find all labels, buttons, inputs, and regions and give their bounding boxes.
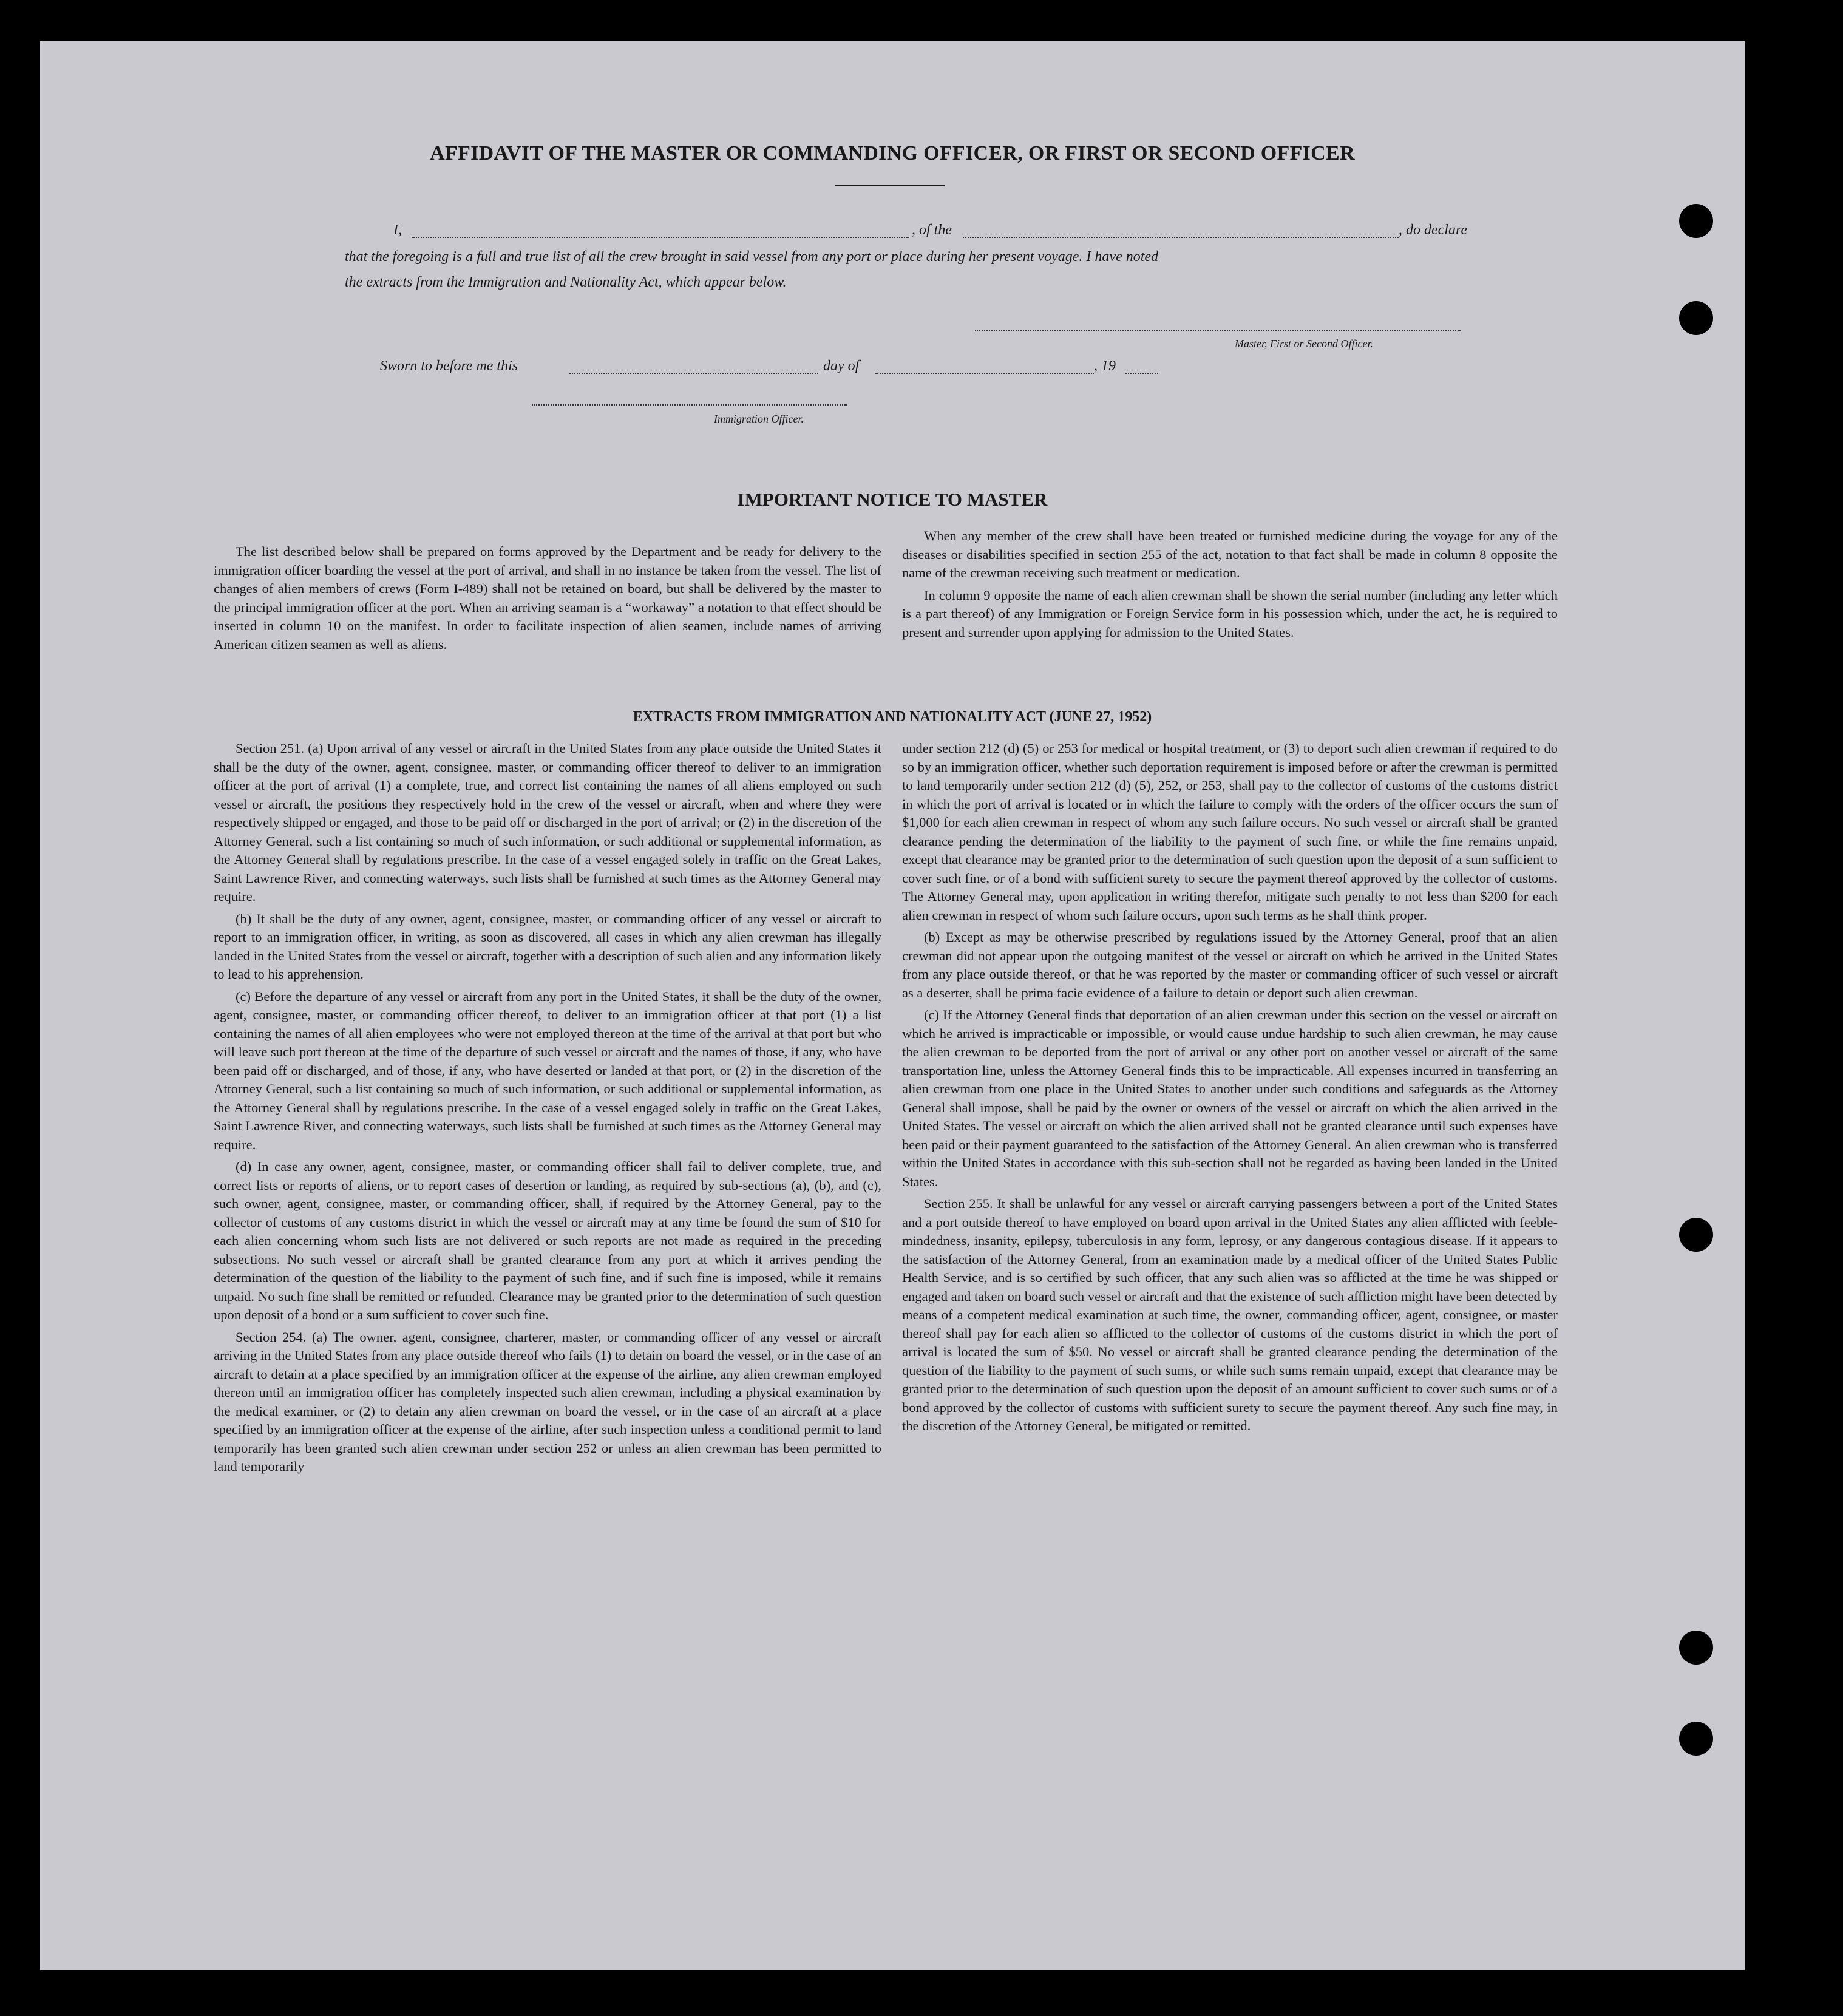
year-label: , 19 (1094, 358, 1116, 374)
affidavit-i: I, (393, 222, 402, 238)
section-254a-continued: under section 212 (d) (5) or 253 for medical or hospital treatment, or (3) to deport such alien crewman if required to do so by an immigration officer, whether such deportation requirement is imposed before or after the crewman is permitted to land temporarily under section 212 (d) (5), 252, or 253, shall pay to the collector of customs of the customs district in which the port of arrival is located or in which the failure to comply with the orders of the officer occurs the sum of $1,000 for each alien crewman in respect of whom any such failure occurs. No such vessel or aircraft shall be granted clearance pending the determination of the liability to the payment of such fine, or while the fine remains unpaid, except that clearance may be granted prior to the determination of such question upon the deposit of a sum sufficient to cover such fine, or of a bond with sufficient surety to secure the payment thereof approved by the collector of customs. The Attorney General may, upon application in writing therefor, mitigate such penalty to not less than $200 for each alien crewman in respect of whom such failure occurs, upon such terms as he shall think proper. (902, 741, 1558, 923)
punch-hole (1679, 1631, 1713, 1665)
sworn-date-blank (569, 373, 818, 374)
master-signature-label: Master, First or Second Officer. (1235, 338, 1373, 350)
section-255: Section 255. It shall be unlawful for any vessel or aircraft carrying passengers between a port of the United States and a port outside thereof to have employed on board upon arrival in the United States any alien afflicted with feeble-mindedness, insanity, epilepsy, tuberculosis in any form, leprosy, or any dangerous contagious disease. If it appears to the satisfaction of the Attorney General, from an examination made by a medical officer of the United States Public Health Service, and is so certified by such officer, that any such alien was so afflicted at the time he was shipped or engaged and taken on board such vessel or aircraft and that the existence of such affliction might have been detected by means of a competent medical examination at such time, the owner, commanding officer, agent, consignee, or master thereof shall pay for each alien so afflicted to the collector of customs of the customs district in which the port of arrival is located the sum of $50. No vessel or aircraft shall be granted clearance pending the determination of the question of the liability to the payment of such sums, or while such sums remain unpaid, except that clearance may be granted prior to the determination of such question upon the deposit of an amount sufficient to cover such sums or of a bond approved by the collector of customs with sufficient surety to secure the payment thereof. Any such fine may, in the discretion of the Attorney General, be mitigated or remitted. (902, 1196, 1558, 1433)
notice-right-paragraph-2: In column 9 opposite the name of each alien crewman shall be shown the serial number (including any letter which is a part thereof) of any Immigration or Foreign Service form in his possession which, under the act, he is required to present and surrender upon applying for admission to the United States. (902, 587, 1558, 640)
section-254a: Section 254. (a) The owner, agent, consignee, charterer, master, or commanding officer of any vessel or aircraft arriving in the United States from any place outside thereof who fails (1) to detain on board the vessel, or in the case of an aircraft to detain at a place specified by an immigration officer at the expense of the airline, any alien crewman employed thereon until an immigration officer has completely inspected such alien crewman, including a physical examination by the medical examiner, or (2) to detain any alien crewman on board the vessel, or in the case of an aircraft at a place specified by an immigration officer at the expense of the airline, after such inspection unless a conditional permit to land temporarily has been granted such alien crewman under section 252 or unless an alien crewman has been permitted to land temporarily (214, 1329, 881, 1474)
notice-left-paragraph: The list described below shall be prepared on forms approved by the Department and be ready for delivery to the immigration officer boarding the vessel at the port of arrival, and shall in no instance be taken from the vessel. The list of changes of alien members of crews (Form I-489) shall not be retained on board, but shall be delivered by the master to the principal immigration officer at the port. When an arriving seaman is a “workaway” a notation to that effect should be inserted in column 10 on the manifest. In order to facilitate inspection of alien seamen, include names of arriving American citizen seamen as well as aliens. (214, 544, 881, 652)
year-blank (1125, 373, 1158, 374)
extracts-heading: EXTRACTS FROM IMMIGRATION AND NATIONALITY ACT (JUNE 27, 1952) (633, 709, 1152, 725)
officer-signature-label: Immigration Officer. (714, 413, 804, 425)
section-251a: Section 251. (a) Upon arrival of any vessel or aircraft in the United States from any place outside the United States it shall be the duty of the owner, agent, consignee, master, or commanding officer thereof to deliver to an immigration officer at the port of arrival (1) a complete, true, and correct list containing the names of all aliens employed on such vessel or aircraft, the positions they respectively hold in the crew of the vessel or aircraft, when and where they were respectively shipped or engaged, and those to be paid off or discharged in the port of arrival; or (2) in the discretion of the Attorney General, such a list containing so much of such information, or such additional or supplemental information, as the Attorney General shall by regulations prescribe. In the case of a vessel engaged solely in traffic on the Great Lakes, Saint Lawrence River, and connecting waterways, such lists shall be furnished at such times as the Attorney General may require. (214, 741, 881, 904)
day-of-label: day of (823, 358, 860, 374)
master-signature-line (975, 330, 1461, 331)
sworn-label: Sworn to before me this (380, 358, 518, 374)
notice-heading: IMPORTANT NOTICE TO MASTER (737, 489, 1048, 510)
vessel-blank (963, 237, 1399, 238)
affidavit-line2: that the foregoing is a full and true list of all the crew brought in said vessel from any port or place during her present voyage. I have noted (345, 249, 1159, 265)
name-blank (412, 237, 909, 238)
affidavit-line3: the extracts from the Immigration and Nationality Act, which appear below. (345, 274, 787, 290)
document-page (40, 41, 1745, 1970)
notice-left-column (214, 543, 881, 657)
affidavit-declare: , do declare (1399, 222, 1468, 238)
notice-right-paragraph-1: When any member of the crew shall have been treated or furnished medicine during the voyage for any of the diseases or disabilities specified in section 255 of the act, notation to that fact shall be made in column 8 opposite the name of the crewman receiving such treatment or medication. (902, 528, 1558, 580)
section-251d: (d) In case any owner, agent, consignee, master, or commanding officer shall fail to deliver complete, true, and correct lists or reports of aliens, or to report cases of desertion or landing, as required by sub-sections (a), (b), and (c), such owner, agent, consignee, master, or commanding officer, shall, if required by the Attorney General, pay to the collector of customs of any customs district in which the vessel or aircraft may at any time be found the sum of $10 for each alien concerning whom such lists are not delivered or such reports are not made as required in the preceding subsections. No such vessel or aircraft shall be granted clearance from any port at which it arrives pending the determination of the question of the liability to the payment of such fine, and if such fine is imposed, while it remains unpaid. No such fine shall be remitted or refunded. Clearance may be granted prior to the determination of such question upon deposit of a bond or a sum sufficient to cover such fine. (214, 1159, 881, 1322)
section-254c: (c) If the Attorney General finds that deportation of an alien crewman under this section on the vessel or aircraft on which he arrived is impracticable or impossible, or would cause undue hardship to such alien crewman, he may cause the alien crewman to be deported from the port of arrival or any other port on another vessel or aircraft of the same transportation line, unless the Attorney General finds this to be impracticable. All expenses incurred in transferring an alien crewman from one place in the United States to another under such conditions and safeguards as the Attorney General shall impose, shall be paid by the owner or owners of the vessel or aircraft on which the alien arrived in the United States. The vessel or aircraft on which the alien arrived shall not be granted clearance until such expenses have been paid or their payment guaranteed to the satisfaction of the Attorney General. An alien crewman who is transferred within the United States in accordance with this sub-section shall not be regarded as having been landed in the United States. (902, 1007, 1558, 1189)
affidavit-title: AFFIDAVIT OF THE MASTER OR COMMANDING OFFICER, OR FIRST OR SECOND OFFICER (430, 142, 1355, 165)
punch-hole (1679, 301, 1713, 335)
section-251b: (b) It shall be the duty of any owner, agent, consignee, master, or commanding officer of any vessel or aircraft to report to an immigration officer, in writing, as soon as discovered, all cases in which any alien crewman has illegally landed in the United States from the vessel or aircraft, together with a description of such alien and any information likely to lead to his apprehension. (214, 911, 881, 982)
punch-hole (1679, 204, 1713, 238)
title-rule (835, 185, 945, 186)
notice-right-column (902, 527, 1558, 645)
punch-hole (1679, 1218, 1713, 1252)
month-blank (875, 373, 1094, 374)
section-251c: (c) Before the departure of any vessel or aircraft from any port in the United States, it shall be the duty of the owner, agent, consignee, master, or commanding officer thereof, to deliver to an immigration officer at that port (1) a list containing the names of all alien employees who were not employed thereon at the time of the arrival at that port but who will leave such port thereon at the time of the departure of such vessel or aircraft and the names of those, if any, who have been paid off or discharged, and of those, if any, who have deserted or landed at that port, or (2) in the discretion of the Attorney General, such a list containing so much of such information, or such additional or supplemental information, as the Attorney General shall by regulations prescribe. In the case of a vessel engaged solely in traffic on the Great Lakes, Saint Lawrence River, and connecting waterways, such lists shall be furnished at such times as the Attorney General may require. (214, 988, 881, 1152)
section-254b: (b) Except as may be otherwise prescribed by regulations issued by the Attorney General, proof that an alien crewman did not appear upon the outgoing manifest of the vessel or aircraft on which he arrived in the United States from any place outside thereof, or that he was reported by the master or commanding officer of such vessel or aircraft as a deserter, shall be prima facie evidence of a failure to detain or deport such alien crewman. (902, 929, 1558, 1000)
officer-signature-line (532, 404, 847, 406)
punch-hole (1679, 1722, 1713, 1756)
extracts-left-column (214, 739, 881, 1480)
extracts-right-column (902, 739, 1558, 1439)
affidavit-of-the: , of the (912, 222, 952, 238)
